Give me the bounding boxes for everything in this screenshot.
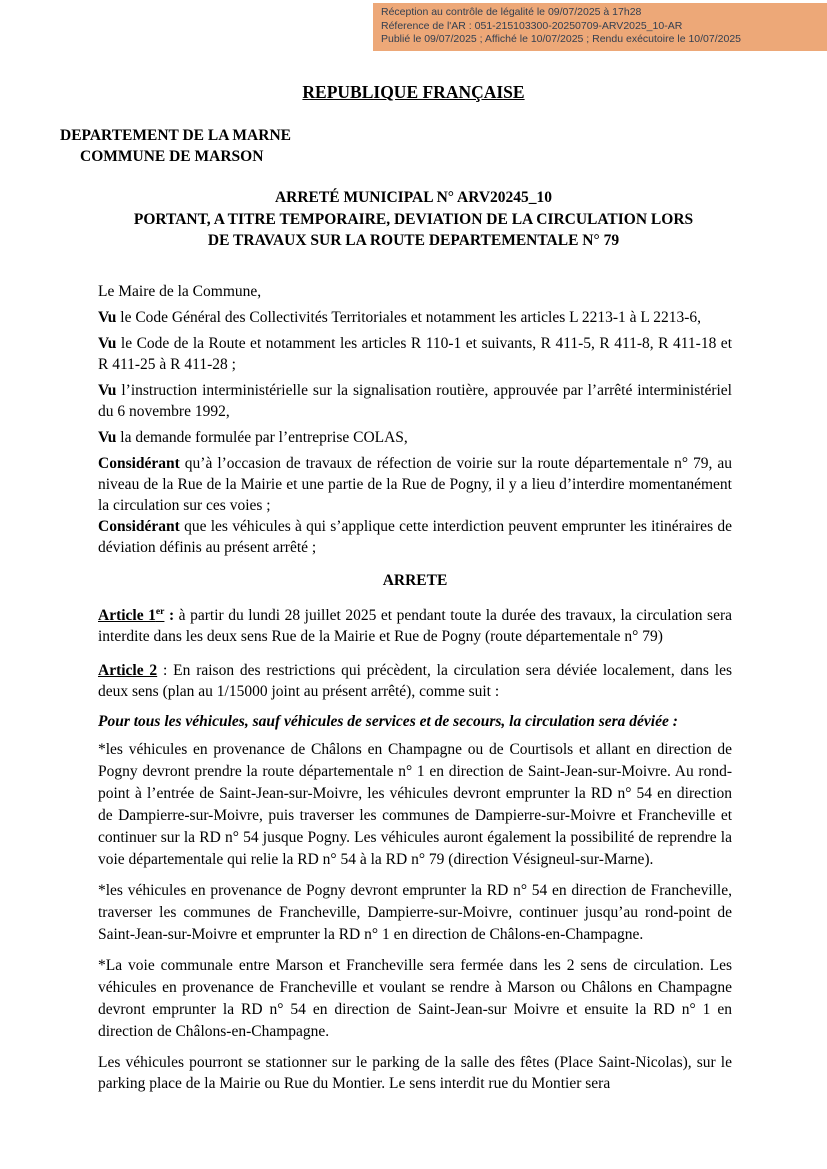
recital-vu-2 <box>98 333 732 375</box>
recital-text: qu’à l’occasion de travaux de réfection de voirie sur la route départementale n° 79, au niveau de la Rue de la Mairie et une partie de la Rue de Pogny, il y a lieu d’interdire momentanément la circulation sur ces voies ; <box>98 455 732 514</box>
salutation: Le Maire de la Commune, <box>98 283 262 300</box>
deviation-route-3: *La voie communale entre Marson et Francheville sera fermée dans les 2 sens de circulation. Les véhicules en provenance de Francheville et voulant se rendre à Marson ou Châlons en Champagne devront emprunter la RD n° 54 en direction de Saint-Jean-sur Moivre et ensuite la RD n° 1 en direction de Châlons-en-Champagne. <box>98 957 732 1040</box>
recital-text: le Code de la Route et notamment les articles R 110-1 et suivants, R 411-5, R 411-8, R 411-18 et R 411-25 à R 411-28 ; <box>98 335 732 373</box>
recital-vu-3 <box>98 380 732 422</box>
recital-label: Vu <box>98 309 117 326</box>
article-1-label: Article 1 <box>98 607 156 624</box>
decree-title-line-1: ARRETÉ MUNICIPAL N° ARV20245_10 <box>274 189 553 206</box>
decree-title <box>0 187 827 252</box>
decree-title-line-3: DE TRAVAUX SUR LA ROUTE DEPARTEMENTALE N° 79 <box>207 232 620 249</box>
legality-stamp <box>373 3 827 51</box>
recital-text: le Code Général des Collectivités Territoriales et notamment les articles L 2213-1 à L 2213-6, <box>116 309 701 326</box>
arrete-heading: ARRETE <box>382 572 448 589</box>
document-body <box>98 281 732 1099</box>
recital-label: Vu <box>98 382 117 399</box>
recital-label: Vu <box>98 429 117 446</box>
recital-text: la demande formulée par l’entreprise COLAS, <box>116 429 408 446</box>
republic-title <box>0 82 827 103</box>
recital-considerant-1 <box>98 453 732 516</box>
republic-title-text: REPUBLIQUE FRANÇAISE <box>302 82 525 102</box>
deviation-heading: Pour tous les véhicules, sauf véhicules de services et de secours, la circulation sera déviée : <box>98 713 678 730</box>
commune-line: COMMUNE DE MARSON <box>80 148 264 165</box>
department-line: DEPARTEMENT DE LA MARNE <box>60 127 291 144</box>
article-2-label: Article 2 <box>98 662 158 679</box>
stamp-publication-line: Publié le 09/07/2025 ; Affiché le 10/07/2025 ; Rendu exécutoire le 10/07/2025 <box>381 33 741 45</box>
deviation-route-2: *les véhicules en provenance de Pogny devront emprunter la RD n° 54 en direction de Francheville, traverser les communes de Francheville, Dampierre-sur-Moivre, continuer jusqu’au rond-point de Saint-Jean-sur-Moivre et emprunter la RD n° 1 en direction de Châlons-en-Champagne. <box>98 882 732 943</box>
article-1-paragraph <box>98 605 732 647</box>
stamp-reception-line: Réception au contrôle de légalité le 09/07/2025 à 17h28 <box>381 6 642 18</box>
stamp-reference-line: Réference de l'AR : 051-215103300-20250709-ARV2025_10-AR <box>381 19 683 32</box>
recital-text: l’instruction interministérielle sur la signalisation routière, approuvée par l’arrêté interministériel du 6 novembre 1992, <box>98 382 732 420</box>
article-2-text: : En raison des restrictions qui précèdent, la circulation sera déviée localement, dans les deux sens (plan au 1/15000 joint au présent arrêté), comme suit : <box>98 662 732 700</box>
article-1-label-group <box>98 607 164 624</box>
article-1-colon: : <box>164 607 175 624</box>
deviation-route-1: *les véhicules en provenance de Châlons en Champagne ou de Courtisols et allant en direction de Pogny devront prendre la route départementale n° 1 en direction de Saint-Jean-sur-Moivre. Au rond-point à l’entrée de Saint-Jean-sur-Moivre, les véhicules devront emprunter la RD n° 54 en direction de Dampierre-sur-Moivre, puis traverser les communes de Dampierre-sur-Moivre et Francheville et continuer sur la RD n° 54 jusque Pogny. Les véhicules auront également la possibilité de reprendre la voie départementale qui relie la RD n° 54 à la RD n° 79 (direction Vésigneul-sur-Marne). <box>98 741 732 868</box>
recital-label: Considérant <box>98 518 180 535</box>
recital-vu-1 <box>98 307 732 328</box>
parking-paragraph: Les véhicules pourront se stationner sur le parking de la salle des fêtes (Place Saint-Nicolas), sur le parking place de la Mairie ou Rue du Montier. Le sens interdit rue du Montier sera <box>98 1054 732 1092</box>
decree-title-line-2: PORTANT, A TITRE TEMPORAIRE, DEVIATION DE LA CIRCULATION LORS <box>133 210 694 228</box>
article-1-superscript: er <box>155 605 165 617</box>
recital-label: Considérant <box>98 455 180 472</box>
recital-vu-4 <box>98 427 732 448</box>
recital-text: que les véhicules à qui s’applique cette interdiction peuvent emprunter les itinéraires de déviation définis au présent arrêté ; <box>98 518 732 556</box>
article-2-paragraph <box>98 660 732 702</box>
article-1-text: à partir du lundi 28 juillet 2025 et pendant toute la durée des travaux, la circulation sera interdite dans les deux sens Rue de la Mairie et Rue de Pogny (route départementale n° 79) <box>98 607 733 645</box>
recital-label: Vu <box>98 335 117 352</box>
recital-considerant-2 <box>98 516 732 558</box>
